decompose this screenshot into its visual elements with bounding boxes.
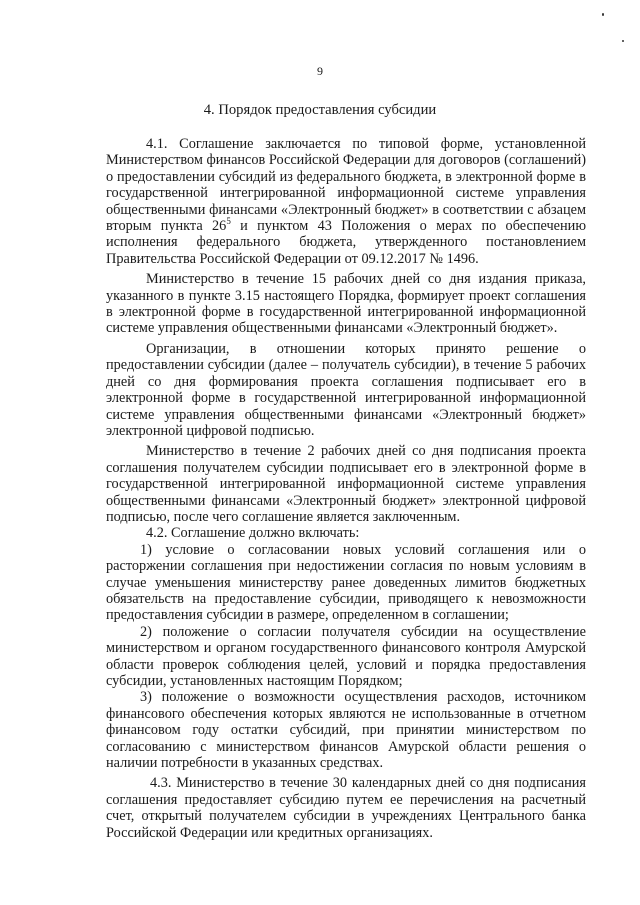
paragraph-ministry-signing: Министерство в течение 2 рабочих дней со дня подписания проекта соглашения получателем субсидии подписывает его в электронной форме в государственной интегрированной информационной системе управления общественными финансами «Электронный бюджет» электронной цифровой подписью, после чего соглашение является заключенным. [106,443,586,525]
section-title: 4. Порядок предоставления субсидии [203,102,437,118]
footnote-marker: 5 [226,216,231,227]
paragraph-4-3: 4.3. Министерство в течение 30 календарных дней со дня подписания соглашения предоставляет субсидию путем ее перечисления на расчетный счет, открытый получателем субсидии в учреждениях Центрального банка Российской Федерации или кредитных организациях. [106,775,586,841]
paragraph-organization-signing: Организации, в отношении которых принято решение о предоставлении субсидии (далее – получатель субсидии), в течение 5 рабочих дней со дня формирования проекта соглашения подписывает его в электронной форме в государственной интегрированной информационной системе управления общественными финансами «Электронный бюджет» электронной цифровой подписью. [106,340,586,439]
document-body [106,136,586,841]
list-item-3: 3) положение о возможности осуществления расходов, источником финансового обеспечения которых являются не использованные в отчетном финансовом году остатки субсидий, при принятии министерством по согласованию с министерством финансов Амурской области решения о наличии потребности в указанных средствах. [106,689,586,772]
page-number: 9 [317,64,323,78]
list-item-1: 1) условие о согласовании новых условий соглашения или о расторжении соглашения при недостижении согласия по новым условиям в случае уменьшения министерству ранее доведенных лимитов бюджетных обязательств на предоставление субсидии, приводящего к невозможности предоставления субсидии в размере, определенном в соглашении; [106,541,586,624]
list-item-2: 2) положение о согласии получателя субсидии на осуществление министерством и органом государственного финансового контроля Амурской области проверок соблюдения целей, условий и порядка предоставления субсидии, установленных настоящим Порядком; [106,623,586,689]
paragraph-4-2: 4.2. Соглашение должно включать: [146,525,360,542]
paragraph-text: 4.1. Соглашение заключается по типовой форме, установленной Министерством финансов Российской Федерации для договоров (соглашений) о предоставлении субсидий из федерального бюджета, в электронной форме в государственной интегрированной информационной системе управления общественными финансами «Электронный бюджет» в соответствии с абзацем вторым пункта 26 [106,136,587,235]
scan-mark [622,40,624,42]
paragraph-ministry-draft: Министерство в течение 15 рабочих дней со дня издания приказа, указанного в пункте 3.15 настоящего Порядка, формирует проект соглашения в электронной форме в государственной интегрированной информационной системе управления общественными финансами «Электронный бюджет». [106,271,586,337]
scan-mark [602,13,604,16]
paragraph-4-1 [106,136,586,267]
paragraph-text: и пунктом 43 Положения о мерах по обеспечению исполнения федерального бюджета, утвержденного постановлением Правительства Российской Федерации от 09.12.2017 № 1496. [106,218,586,267]
